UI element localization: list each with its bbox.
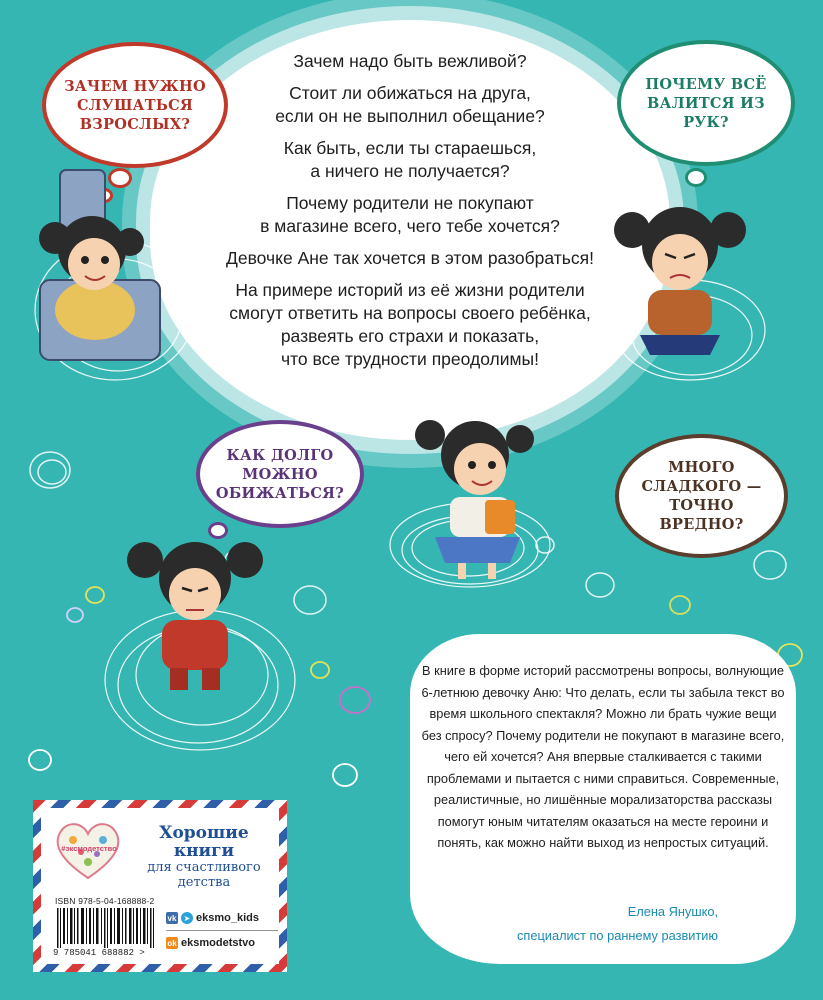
barcode-icon	[55, 908, 159, 948]
envelope-inner	[41, 808, 279, 964]
telegram-icon: ➤	[181, 912, 193, 924]
bubble-listen	[42, 42, 228, 168]
question-6: На примере историй из её жизни родители смогут ответить на вопросы своего ребёнка, развеять его страхи и показать, что все трудности преодолимы!	[229, 280, 591, 369]
bubble-falls-text: ПОЧЕМУ ВСЁ ВАЛИТСЯ ИЗ РУК?	[645, 75, 767, 131]
odnoklassniki-icon: ok	[167, 938, 177, 948]
bubble-sweets	[615, 434, 788, 558]
motto-line-1: Хорошие	[159, 823, 249, 843]
question-2: Стоит ли обижаться на друга, если он не выполнил обещание?	[275, 83, 545, 126]
question-4: Почему родители не покупают в магазине всего, чего тебе хочется?	[260, 193, 560, 236]
description-text: В книге в форме историй рассмотрены вопросы, волнующие 6-летнюю девочку Аню: Что делать, если ты забыла текст во время школьного спектакля? Можно ли брать чужие вещи без спросу? Почему родители не покупают в магазине всего, чего ей хочется? Аня впервые сталкивается с такими проблемами и пытается с ними справиться. Современные, реалистичные, но лишённые морализаторства рассказы помогут юным читателям оказаться на месте героини и понять, как можно найти выход из непростых ситуаций.	[421, 663, 785, 850]
publisher-motto	[129, 824, 279, 890]
publisher-envelope	[33, 800, 287, 972]
author-role: специалист по раннему развитию	[517, 928, 718, 943]
bubble-falls	[617, 40, 795, 166]
frowning-girl-illustration	[610, 190, 750, 370]
social-row-detstvo[interactable]	[166, 933, 278, 953]
social-divider	[166, 930, 278, 931]
grumpy-girl-red-suit-illustration	[120, 528, 270, 698]
bubble-listen-text: ЗАЧЕМ НУЖНО СЛУШАТЬСЯ ВЗРОСЛЫХ?	[64, 77, 206, 133]
social-handle-kids: eksmo_kids	[196, 912, 259, 924]
girl-on-chair-illustration	[20, 160, 170, 370]
isbn-label: ISBN 978-5-04-168888-2	[55, 896, 155, 906]
author-signature	[440, 900, 718, 948]
questions-block	[190, 50, 630, 380]
question-3: Как быть, если ты стараешься, а ничего не получается?	[283, 138, 537, 181]
girl-with-cake-illustration	[400, 405, 550, 585]
heart-tag-text: #эксмодетство	[61, 844, 117, 853]
bubble-offended	[196, 420, 364, 528]
bubble-sweets-text: МНОГО СЛАДКОГО — ТОЧНО ВРЕДНО?	[641, 459, 762, 533]
author-name: Елена Янушко,	[627, 904, 718, 919]
motto-line-4: детства	[177, 875, 231, 890]
vk-icon: vk	[167, 913, 177, 923]
motto-line-2: книги	[173, 841, 235, 861]
question-5: Девочке Ане так хочется в этом разобраться!	[226, 248, 594, 268]
motto-line-3: для счастливого	[147, 860, 261, 875]
bubble-tail-dot	[685, 168, 707, 187]
question-1: Зачем надо быть вежливой?	[293, 51, 527, 71]
bubble-offended-text: КАК ДОЛГО МОЖНО ОБИЖАТЬСЯ?	[215, 446, 345, 502]
social-row-kids[interactable]	[166, 908, 278, 928]
social-handle-detstvo: eksmodetstvo	[181, 937, 255, 949]
barcode-number: 9 785041 688882 >	[53, 948, 145, 958]
social-links	[166, 908, 278, 953]
